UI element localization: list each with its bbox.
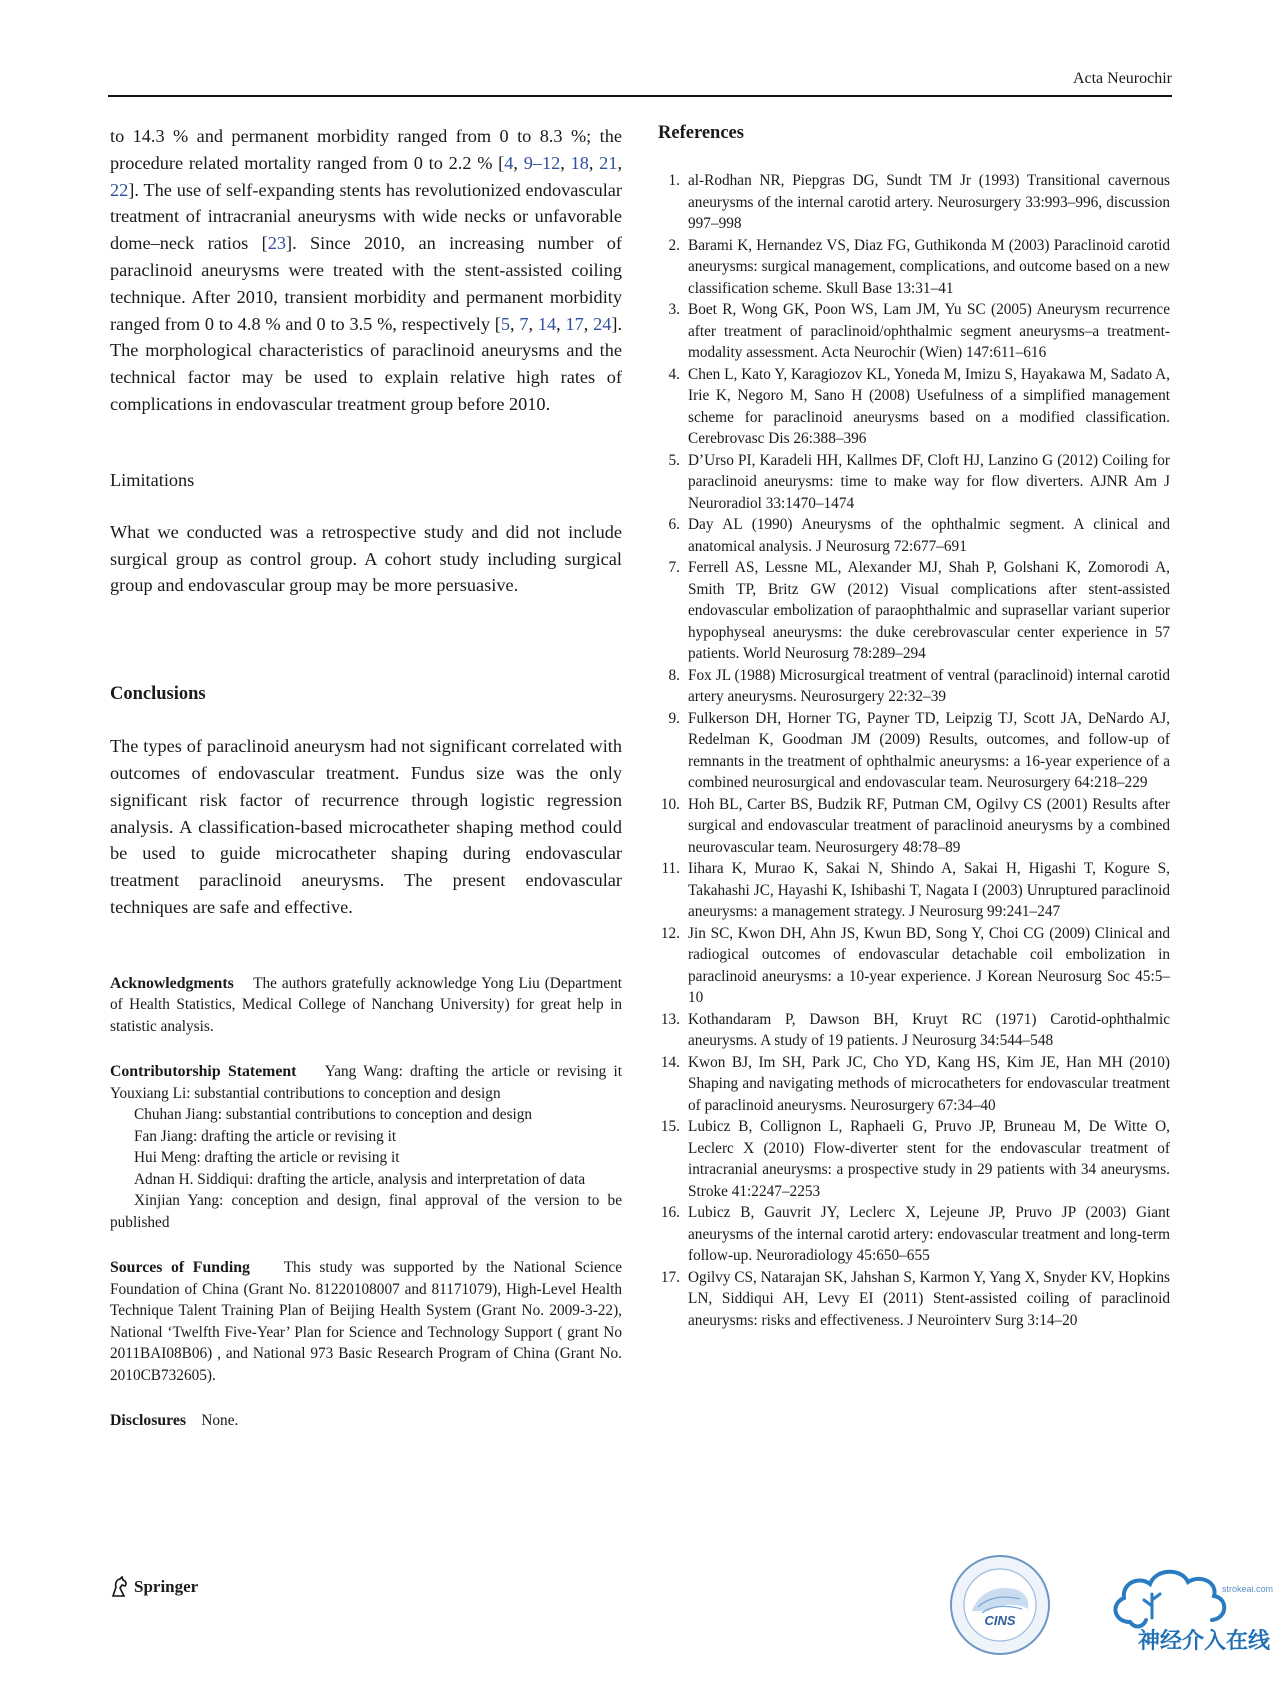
publisher-name: Springer: [134, 1577, 199, 1596]
reference-item: [658, 1009, 1170, 1052]
left-column: [110, 123, 622, 1432]
reference-number: 12.: [660, 924, 680, 942]
reference-number: 4.: [668, 365, 680, 383]
cins-seal-logo: [948, 1553, 1052, 1657]
reference-number: 11.: [661, 860, 680, 877]
watermark-text: 神经介入在线: [1138, 1629, 1271, 1654]
body-text-segment: ,: [528, 313, 538, 334]
reference-number: 7.: [668, 559, 680, 576]
reference-text: Kwon BJ, Im SH, Park JC, Cho YD, Kang HS, Kim JE, Han MH (2010) Shaping and navigating methods of microcatheters for endovascular treatment of paraclinoid aneurysms. Neurosurgery 67:34–40: [688, 1053, 1170, 1114]
body-text-segment: to 14.3 % and permanent morbidity ranged from 0 to 8.3 %; the procedure related mortality ranged from 0 to 2.2 % [: [110, 126, 622, 173]
springer-horse-icon: [110, 1576, 130, 1598]
citation-link[interactable]: 24: [593, 313, 612, 334]
disclosures: [110, 1410, 622, 1432]
reference-item: [658, 708, 1170, 794]
discussion-paragraph: [110, 123, 622, 418]
reference-item: [658, 235, 1170, 300]
body-text-segment: ,: [556, 313, 566, 334]
cins-label: CINS: [984, 1613, 1016, 1628]
citation-link[interactable]: 23: [267, 233, 286, 254]
reference-number: 14.: [660, 1053, 680, 1071]
acknowledgments-label: Acknowledgments: [110, 974, 234, 992]
body-text-segment: ]. The morphological characteristics of paraclinoid aneurysms and the technical factor may be used to explain relative high rates of complications in endovascular treatment group before 2010.: [110, 313, 623, 414]
contributor-line: Fan Jiang: drafting the article or revising it: [134, 1127, 397, 1145]
reference-item: [658, 299, 1170, 364]
conclusions-heading: Conclusions: [110, 684, 206, 705]
contributor-line: Adnan H. Siddiqui: drafting the article, analysis and interpretation of data: [134, 1170, 586, 1188]
sources-of-funding: [110, 1257, 622, 1386]
reference-item: [658, 557, 1170, 665]
right-column: [658, 123, 1170, 1331]
watermark-url: strokeai.com: [1222, 1584, 1274, 1594]
reference-number: 16.: [660, 1204, 680, 1221]
citation-link[interactable]: 17: [565, 313, 584, 334]
acknowledgments: [110, 973, 622, 1038]
reference-text: Fox JL (1988) Microsurgical treatment of ventral (paraclinoid) internal carotid artery aneurysms. Neurosurgery 22:32–39: [688, 666, 1170, 705]
disclosures-label: Disclosures: [110, 1412, 187, 1430]
body-text-segment: ,: [583, 313, 594, 334]
references-heading: References: [658, 123, 744, 143]
reference-text: Chen L, Kato Y, Karagiozov KL, Yoneda M, Imizu S, Hayakawa M, Sadato A, Irie K, Negoro M, Sano H (2008) Usefulness of a simplified management scheme for paraclinoid aneurysms based on a modified classification. Cerebrovasc Dis 26:388–396: [688, 365, 1170, 447]
reference-number: 8.: [668, 666, 680, 684]
reference-text: Lubicz B, Gauvrit JY, Leclerc X, Lejeune JP, Pruvo JP (2003) Giant aneurysms of the internal carotid artery: endovascular treatment and long-term follow-up. Neuroradiology 45:650–655: [688, 1204, 1170, 1264]
reference-item: [658, 364, 1170, 450]
reference-text: Hoh BL, Carter BS, Budzik RF, Putman CM, Ogilvy CS (2001) Results after surgical and endovascular treatment of paraclinoid aneurysms by a combined neurovascular team. Neurosurgery 48:78–89: [688, 795, 1170, 856]
reference-item: [658, 170, 1170, 235]
citation-link[interactable]: 7: [519, 313, 529, 334]
springer-logo: [110, 1576, 198, 1598]
funding-label: Sources of Funding: [110, 1259, 250, 1277]
body-text-segment: ,: [513, 152, 524, 173]
reference-item: [658, 665, 1170, 708]
citation-link[interactable]: 21: [599, 152, 618, 173]
reference-number: 1.: [668, 172, 680, 189]
reference-text: Iihara K, Murao K, Sakai N, Shindo A, Sakai H, Higashi T, Kogure S, Takahashi JC, Hayashi K, Ishibashi T, Nagata I (2003) Unruptured paraclinoid aneurysms: a management strategy. J Neurosurg 99:241–247: [688, 860, 1170, 920]
reference-text: al-Rodhan NR, Piepgras DG, Sundt TM Jr (1993) Transitional cavernous aneurysms of the internal carotid artery. Neurosurgery 33:993–996, discussion 997–998: [688, 172, 1170, 232]
reference-item: [658, 923, 1170, 1009]
reference-number: 10.: [660, 795, 680, 813]
reference-text: Day AL (1990) Aneurysms of the ophthalmic segment. A clinical and anatomical analysis. J Neurosurg 72:677–691: [688, 516, 1170, 555]
reference-number: 17.: [660, 1268, 680, 1286]
reference-item: [658, 514, 1170, 557]
reference-text: Lubicz B, Collignon L, Raphaeli G, Pruvo JP, Bruneau M, De Witte O, Leclerc X (2010) Flow-diverter stent for the endovascular treatment of intracranial aneurysms: a prospective study in 29 patients with 34 aneurysms. Stroke 41:2247–2253: [688, 1118, 1170, 1200]
reference-item: [658, 1202, 1170, 1267]
citation-link[interactable]: 22: [110, 179, 129, 200]
reference-text: Barami K, Hernandez VS, Diaz FG, Guthikonda M (2003) Paraclinoid carotid aneurysms: surgical management, complications, and outcome based on a new classification scheme. Skull Base 13:31–41: [688, 236, 1170, 297]
reference-number: 2.: [668, 236, 680, 254]
reference-number: 13.: [660, 1010, 680, 1028]
citation-link[interactable]: 14: [537, 313, 557, 334]
reference-text: Boet R, Wong GK, Poon WS, Lam JM, Yu SC (2005) Aneurysm recurrence after treatment of paraclinoid/ophthalmic segment aneurysms–a treatment-modality assessment. Acta Neurochir (Wien) 147:611–616: [688, 301, 1170, 361]
reference-item: [658, 450, 1170, 515]
contributorship-statement: [110, 1061, 622, 1233]
conclusions-paragraph: The types of paraclinoid aneurysm had not significant correlated with outcomes of endovascular treatment. Fundus size was the only significant risk factor of recurrence through logistic regression analysis. A classification-based microcatheter shaping method could be used to guide microcatheter shaping during endovascular treatment paraclinoid aneurysms. The present endovascular techniques are safe and effective.: [110, 736, 622, 917]
body-text-segment: ,: [588, 152, 600, 173]
body-text-segment: ]. The use of self-expanding stents has revolutionized endovascular treatment of intracranial aneurysms with wide necks or unfavorable dome–neck ratios [: [110, 179, 622, 254]
reference-number: 5.: [668, 451, 680, 469]
body-text-segment: ,: [560, 152, 571, 173]
reference-text: Jin SC, Kwon DH, Ahn JS, Kwun BD, Song Y, Choi CG (2009) Clinical and radiogical outcomes of endovascular detachable coil embolization in paraclinoid aneurysms: a 10-year experience. J Korean Neurosurg Soc 45:5–10: [688, 924, 1170, 1006]
contributor-line: Hui Meng: drafting the article or revising it: [134, 1149, 400, 1167]
reference-number: 9.: [668, 709, 680, 727]
limitations-heading: Limitations: [110, 469, 195, 490]
funding-text: This study was supported by the National Science Foundation of China (Grant No. 81220108007 and 81171079), High-Level Health Technique Talent Training Plan of Beijing Health System (Grant No. 2009-3-22), National ‘Twelfth Five-Year’ Plan for Science and Technology Support ( grant No 2011BAI08B06) , and National 973 Basic Research Program of China (Grant No. 2010CB732605).: [110, 1259, 622, 1384]
contributor-line: Xinjian Yang: conception and design, final approval of the version to be published: [110, 1192, 622, 1231]
disclosures-text: None.: [201, 1412, 239, 1430]
citation-link[interactable]: 18: [570, 152, 589, 173]
reference-text: Ogilvy CS, Natarajan SK, Jahshan S, Karmon Y, Yang X, Snyder KV, Hopkins LN, Siddiqui AH, Levy EI (2011) Stent-assisted coiling of paraclinoid aneurysms: risks and effectiveness. J Neurointerv Surg 3:14–20: [688, 1268, 1170, 1329]
body-text-segment: ,: [617, 152, 623, 173]
reference-item: [658, 1116, 1170, 1202]
contributor-line: Chuhan Jiang: substantial contributions to conception and design: [134, 1106, 533, 1124]
limitations-paragraph: What we conducted was a retrospective study and did not include surgical group as control group. A cohort study including surgical group and endovascular group may be more persuasive.: [110, 521, 622, 596]
citation-link[interactable]: 4: [504, 152, 514, 173]
contributorship-label: Contributorship Statement: [110, 1063, 297, 1081]
reference-number: 3.: [668, 301, 680, 318]
citation-link[interactable]: 9–12: [523, 152, 561, 173]
reference-number: 6.: [668, 516, 680, 533]
reference-item: [658, 1052, 1170, 1117]
reference-text: Kothandaram P, Dawson BH, Kruyt RC (1971) Carotid-ophthalmic aneurysms. A study of 19 patients. J Neurosurg 34:544–548: [688, 1010, 1170, 1049]
body-text-segment: ]. Since 2010, an increasing number of paraclinoid aneurysms were treated with the stent-assisted coiling technique. After 2010, transient morbidity and permanent morbidity ranged from 0 to 4.8 % and 0 to 3.5 %, respectively [: [110, 233, 623, 334]
reference-item: [658, 1267, 1170, 1332]
reference-list: [658, 170, 1170, 1331]
header-rule: [108, 95, 1172, 97]
reference-text: Fulkerson DH, Horner TG, Payner TD, Leipzig TJ, Scott JA, DeNardo AJ, Redelman K, Goodman JM (2009) Results, outcomes, and follow-up of remnants in the treatment of ophthalmic aneurysms: a 16-year experience of a combined neurosurgical and endovascular team. Neurosurgery 64:218–229: [688, 709, 1170, 791]
reference-number: 15.: [660, 1118, 680, 1135]
citation-link[interactable]: 5: [500, 313, 510, 334]
journal-name: Acta Neurochir: [1072, 70, 1172, 87]
acknowledgments-text: The authors gratefully acknowledge Yong Liu (Department of Health Statistics, Medical College of Nanchang University) for great help in statistic analysis.: [110, 974, 622, 1035]
reference-text: D’Urso PI, Karadeli HH, Kallmes DF, Cloft HJ, Lanzino G (2012) Coiling for paraclinoid aneurysms: time to make way for flow diverters. AJNR Am J Neuroradiol 33:1470–1474: [688, 451, 1170, 512]
contributorship-first: Yang Wang: drafting the article or revising it Youxiang Li: substantial contributions to conception and design: [110, 1063, 622, 1102]
reference-item: [658, 794, 1170, 859]
reference-item: [658, 858, 1170, 923]
body-text-segment: ,: [509, 313, 520, 334]
reference-text: Ferrell AS, Lessne ML, Alexander MJ, Shah P, Golshani K, Zomorodi A, Smith TP, Britz GW (2012) Visual complications after stent-assisted endovascular embolization of paraophthalmic and suprasellar variant superior hypophyseal aneurysms: the duke cerebrovascular center experience in 57 patients. World Neurosurg 78:289–294: [688, 559, 1170, 662]
